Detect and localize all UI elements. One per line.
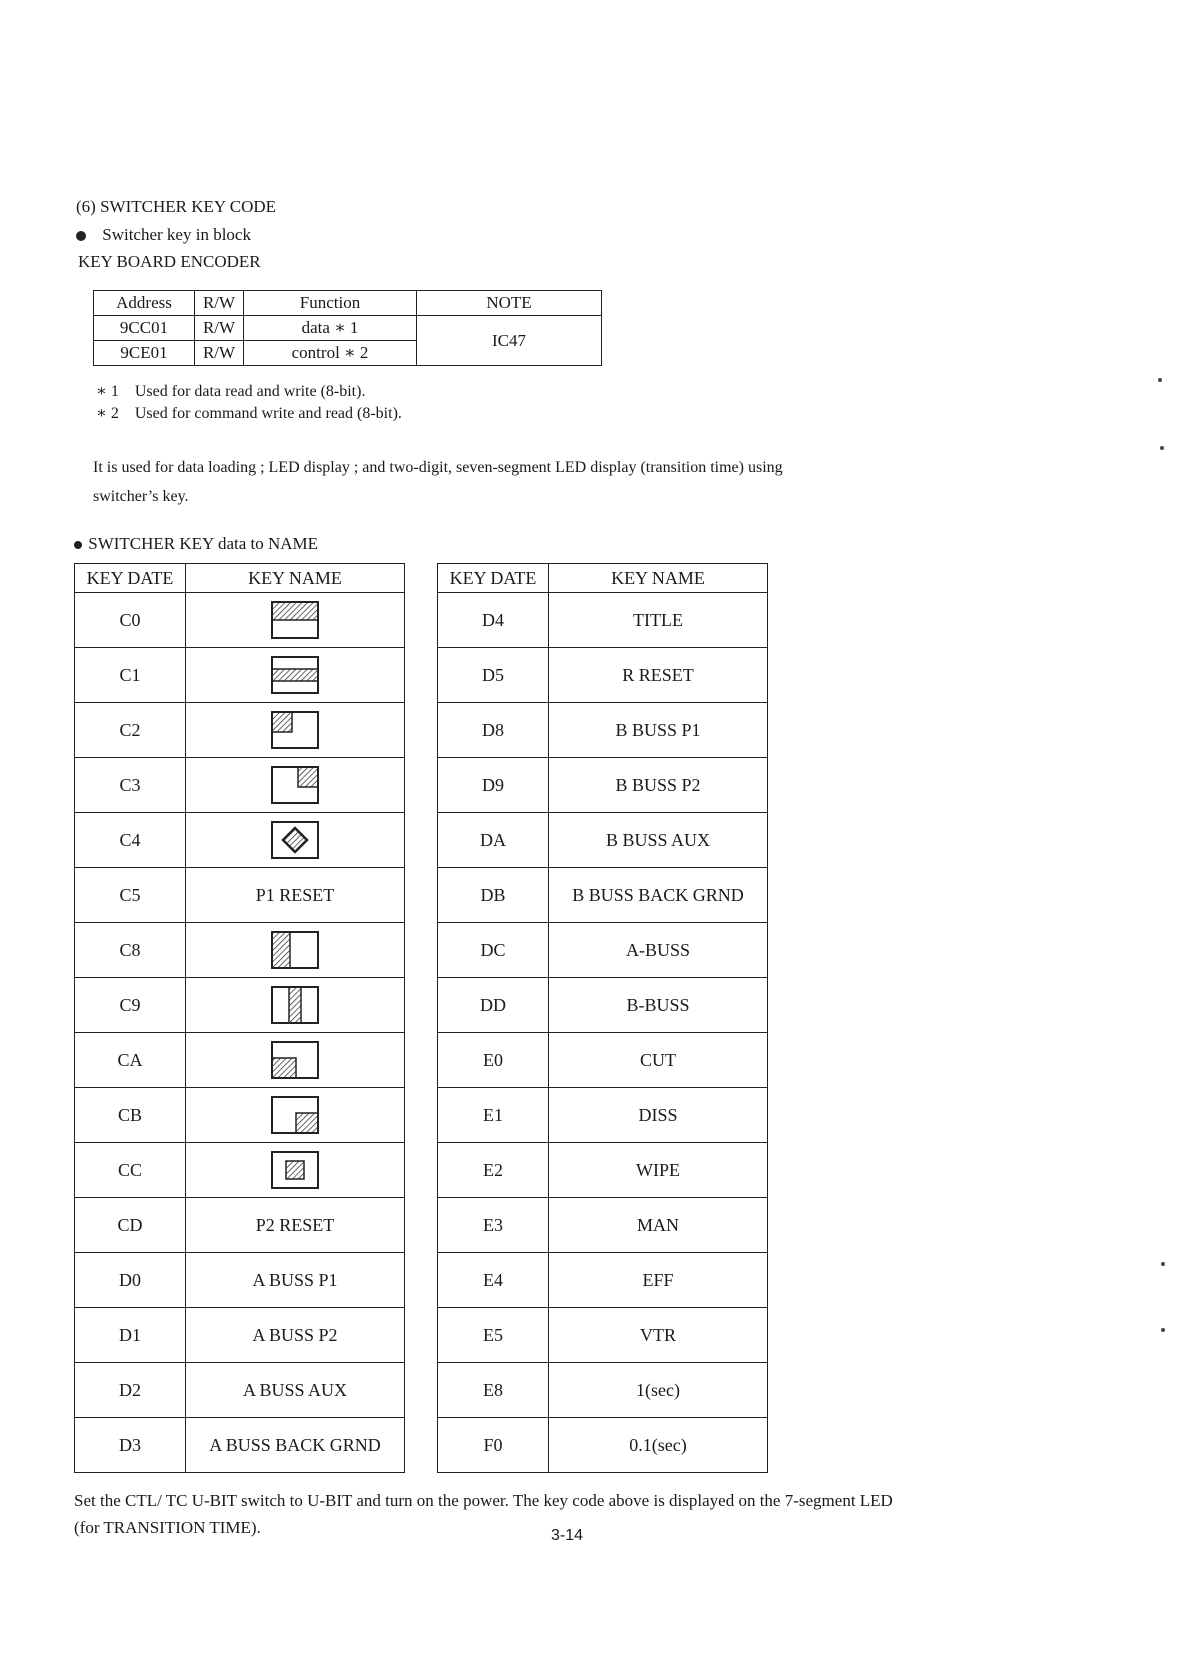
table-row: [438, 1143, 768, 1198]
key-code: E3: [438, 1198, 549, 1253]
key-code: C0: [75, 593, 186, 648]
encoder-header-address: Address: [94, 291, 195, 316]
key-code: D2: [75, 1363, 186, 1418]
key-code: DB: [438, 868, 549, 923]
table-row: [75, 1253, 405, 1308]
key-name: 0.1(sec): [549, 1418, 768, 1473]
wipe-top-left-corner-icon: [270, 710, 320, 750]
bullet-icon: [76, 231, 86, 241]
key-name: TITLE: [549, 593, 768, 648]
table-row: [438, 593, 768, 648]
key-code: E1: [438, 1088, 549, 1143]
key-code: C5: [75, 868, 186, 923]
key-code: E2: [438, 1143, 549, 1198]
table-row: [75, 1198, 405, 1253]
encoder-header-row: [94, 291, 602, 316]
key-code: D0: [75, 1253, 186, 1308]
key-section-title: [74, 534, 318, 554]
key-code: E5: [438, 1308, 549, 1363]
key-name: P1 RESET: [186, 868, 405, 923]
table-row: [75, 703, 405, 758]
key-name: CUT: [549, 1033, 768, 1088]
table-row: [75, 813, 405, 868]
key-code: D4: [438, 593, 549, 648]
table-row: [75, 978, 405, 1033]
key-name: A BUSS P1: [186, 1253, 405, 1308]
scan-speck: [1161, 1328, 1165, 1332]
encoder-address: 9CC01: [94, 316, 195, 341]
key-name: WIPE: [549, 1143, 768, 1198]
key-code: DC: [438, 923, 549, 978]
footnote-1: [96, 381, 365, 401]
table-row: [75, 1088, 405, 1143]
bottom-note-line-2: (for TRANSITION TIME).: [74, 1518, 261, 1537]
wipe-middle-bar-icon: [270, 655, 320, 695]
key-code: E0: [438, 1033, 549, 1088]
key-name: B BUSS P2: [549, 758, 768, 813]
section-heading: (6) SWITCHER KEY CODE: [76, 197, 277, 216]
table-row: [75, 1418, 405, 1473]
encoder-header-note: NOTE: [417, 291, 602, 316]
key-name: A BUSS P2: [186, 1308, 405, 1363]
key-table-header: [438, 564, 768, 593]
key-code: CA: [75, 1033, 186, 1088]
key-name: B BUSS AUX: [549, 813, 768, 868]
table-row: [438, 758, 768, 813]
wipe-center-vertical-bar-icon: [270, 985, 320, 1025]
encoder-table: [93, 290, 602, 366]
header-key-name: KEY NAME: [549, 564, 768, 593]
key-table-header: [75, 564, 405, 593]
key-table-right: [437, 563, 768, 1473]
key-name-cell: [186, 923, 405, 978]
bullet-line: [76, 225, 251, 245]
encoder-rw: R/W: [195, 316, 244, 341]
key-name: VTR: [549, 1308, 768, 1363]
table-row: [75, 593, 405, 648]
footnote-2: [96, 403, 402, 423]
scan-speck: [1158, 378, 1162, 382]
key-name: EFF: [549, 1253, 768, 1308]
key-code: C1: [75, 648, 186, 703]
key-code: C9: [75, 978, 186, 1033]
table-row: [75, 758, 405, 813]
key-code: DA: [438, 813, 549, 868]
key-name-cell: [186, 648, 405, 703]
table-row: [438, 868, 768, 923]
key-section-title-text: SWITCHER KEY data to NAME: [88, 534, 319, 553]
key-name: B-BUSS: [549, 978, 768, 1033]
key-code: C8: [75, 923, 186, 978]
key-code: C4: [75, 813, 186, 868]
key-code: D3: [75, 1418, 186, 1473]
key-name: R RESET: [549, 648, 768, 703]
key-name-cell: [186, 703, 405, 758]
key-code: D9: [438, 758, 549, 813]
table-row: [438, 1198, 768, 1253]
key-name: A-BUSS: [549, 923, 768, 978]
page-number: 3-14: [551, 1527, 584, 1544]
table-row: [438, 813, 768, 868]
bottom-note-line-1: Set the CTL/ TC U-BIT switch to U-BIT and turn on the power. The key code above is displayed on the 7-segment LED: [74, 1491, 893, 1510]
key-name-cell: [186, 978, 405, 1033]
scan-speck: [1161, 1262, 1165, 1266]
key-code: E8: [438, 1363, 549, 1418]
table-row: [75, 868, 405, 923]
encoder-address: 9CE01: [94, 341, 195, 366]
footnote-text: Used for command write and read (8-bit).: [134, 405, 402, 422]
footnote-mark: ∗ 1: [96, 383, 119, 400]
key-code: C2: [75, 703, 186, 758]
key-code: D1: [75, 1308, 186, 1363]
bullet-text: Switcher key in block: [102, 225, 251, 244]
encoder-rw: R/W: [195, 341, 244, 366]
encoder-header-function: Function: [244, 291, 417, 316]
key-code: DD: [438, 978, 549, 1033]
table-row: [75, 1363, 405, 1418]
key-code: E4: [438, 1253, 549, 1308]
footnote-mark: ∗ 2: [96, 405, 119, 422]
key-name-cell: [186, 1088, 405, 1143]
scan-speck: [1160, 446, 1164, 450]
encoder-title: KEY BOARD ENCODER: [78, 252, 261, 271]
key-code: CC: [75, 1143, 186, 1198]
table-row: [438, 648, 768, 703]
key-code: CB: [75, 1088, 186, 1143]
key-name: MAN: [549, 1198, 768, 1253]
key-code: C3: [75, 758, 186, 813]
key-code: CD: [75, 1198, 186, 1253]
key-name: B BUSS P1: [549, 703, 768, 758]
table-row: [75, 1143, 405, 1198]
footnote-text: Used for data read and write (8-bit).: [134, 383, 366, 400]
encoder-function: data ∗ 1: [244, 316, 417, 341]
key-name: 1(sec): [549, 1363, 768, 1418]
table-row: [75, 648, 405, 703]
key-name-cell: [186, 1143, 405, 1198]
wipe-diamond-icon: [270, 820, 320, 860]
wipe-top-right-corner-icon: [270, 765, 320, 805]
key-name-cell: [186, 593, 405, 648]
table-row: [438, 1253, 768, 1308]
key-name: A BUSS BACK GRND: [186, 1418, 405, 1473]
table-row: [438, 1308, 768, 1363]
table-row: [438, 703, 768, 758]
wipe-bottom-right-corner-icon: [270, 1095, 320, 1135]
header-key-name: KEY NAME: [186, 564, 405, 593]
key-name-cell: [186, 813, 405, 868]
key-table-left: [74, 563, 405, 1473]
header-key-date: KEY DATE: [438, 564, 549, 593]
key-code: D8: [438, 703, 549, 758]
encoder-row: [94, 316, 602, 341]
key-name-cell: [186, 758, 405, 813]
bullet-icon: [74, 541, 82, 549]
table-row: [438, 1033, 768, 1088]
table-row: [75, 1033, 405, 1088]
wipe-bottom-left-corner-icon: [270, 1040, 320, 1080]
key-name: B BUSS BACK GRND: [549, 868, 768, 923]
encoder-header-rw: R/W: [195, 291, 244, 316]
key-name: DISS: [549, 1088, 768, 1143]
wipe-center-box-icon: [270, 1150, 320, 1190]
encoder-function: control ∗ 2: [244, 341, 417, 366]
key-code: D5: [438, 648, 549, 703]
key-name: A BUSS AUX: [186, 1363, 405, 1418]
key-code: F0: [438, 1418, 549, 1473]
description-line-1: It is used for data loading ; LED display ; and two-digit, seven-segment LED display (transition time) using: [93, 459, 783, 476]
header-key-date: KEY DATE: [75, 564, 186, 593]
wipe-left-bar-icon: [270, 930, 320, 970]
table-row: [438, 1363, 768, 1418]
table-row: [438, 1418, 768, 1473]
table-row: [75, 923, 405, 978]
key-name: P2 RESET: [186, 1198, 405, 1253]
description-line-2: switcher’s key.: [93, 488, 189, 505]
table-row: [75, 1308, 405, 1363]
table-row: [438, 978, 768, 1033]
key-name-cell: [186, 1033, 405, 1088]
table-row: [438, 1088, 768, 1143]
encoder-note: IC47: [417, 316, 602, 366]
wipe-top-bar-icon: [270, 600, 320, 640]
table-row: [438, 923, 768, 978]
